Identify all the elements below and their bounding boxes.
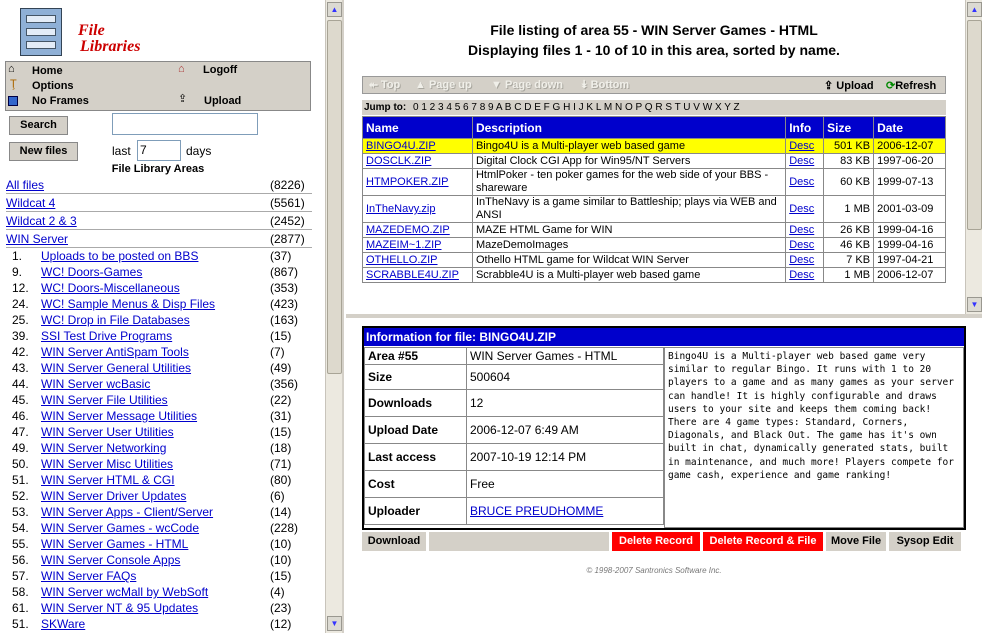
area-group-count: (5561)	[270, 196, 305, 210]
area-row[interactable]	[6, 281, 312, 297]
file-size-cell: 501 KB	[834, 140, 871, 152]
area-row[interactable]	[6, 457, 312, 473]
info-value: 2006-12-07 6:49 AM	[470, 423, 579, 437]
file-table	[362, 116, 946, 283]
area-link[interactable]: WC! Doors-Games	[41, 265, 143, 279]
area-row[interactable]	[6, 329, 312, 345]
days-input[interactable]: 7	[137, 140, 181, 161]
file-name-link[interactable]: DOSCLK.ZIP	[366, 155, 432, 167]
area-count: (867)	[270, 265, 299, 279]
area-link[interactable]: WIN Server Networking	[41, 441, 167, 455]
area-row[interactable]	[6, 537, 312, 553]
area-count: (71)	[270, 457, 292, 471]
info-row	[365, 498, 664, 525]
uploader-link[interactable]: BRUCE PREUDHOMME	[470, 504, 604, 518]
jump-bar	[362, 100, 946, 115]
area-count: (14)	[270, 505, 292, 519]
area-number: 51.	[12, 617, 29, 631]
file-name-link[interactable]: MAZEDEMO.ZIP	[366, 224, 450, 236]
area-number: 47.	[12, 425, 29, 439]
top-button: ⯬ Top	[369, 79, 401, 91]
desc-link[interactable]: Desc	[789, 155, 815, 167]
move-file-button[interactable]: Move File	[826, 532, 886, 551]
area-link[interactable]: SKWare	[41, 617, 86, 631]
desc-link[interactable]: Desc	[789, 269, 815, 281]
file-size-cell: 60 KB	[840, 176, 871, 188]
listing-toolbar	[362, 76, 946, 94]
delete-record-button[interactable]: Delete Record	[612, 532, 700, 551]
area-number: 1.	[12, 249, 23, 263]
file-name-link[interactable]: InTheNavy.zip	[366, 203, 436, 215]
upload-button[interactable]: ⇪ Upload	[824, 80, 874, 92]
file-size-cell: 1 MB	[844, 203, 871, 215]
file-row[interactable]	[363, 268, 946, 283]
file-row[interactable]	[363, 154, 946, 169]
file-description-cell: InTheNavy is a game similar to Battleship; plays via WEB and ANSI	[475, 196, 777, 221]
area-row[interactable]	[6, 473, 312, 489]
area-row[interactable]	[6, 377, 312, 393]
listing-title-line2: Displaying files 1 - 10 of 10 in this area, sorted by name.	[468, 42, 840, 58]
file-date-cell: 1997-06-20	[877, 155, 934, 167]
desc-link[interactable]: Desc	[789, 224, 815, 236]
file-name-link[interactable]: SCRABBLE4U.ZIP	[366, 269, 459, 281]
area-link[interactable]: WIN Server File Utilities	[41, 393, 168, 407]
area-group-row[interactable]	[6, 196, 312, 212]
area-number: 39.	[12, 329, 29, 343]
area-row[interactable]	[6, 425, 312, 441]
info-key: Size	[365, 365, 467, 390]
file-description-cell: Bingo4U is a Multi-player web based game	[475, 139, 686, 152]
area-group-row[interactable]	[6, 178, 312, 194]
area-number: 56.	[12, 553, 29, 567]
area-number: 46.	[12, 409, 29, 423]
info-key: Cost	[365, 471, 467, 498]
file-date-cell: 1999-04-16	[877, 239, 934, 251]
info-value: 500604	[470, 370, 511, 384]
area-number: 12.	[12, 281, 29, 295]
area-link[interactable]: WIN Server Games - wcCode	[41, 521, 200, 535]
area-number: 43.	[12, 361, 29, 375]
left-frame	[0, 0, 344, 633]
file-row[interactable]	[363, 196, 946, 223]
file-row[interactable]	[363, 169, 946, 196]
area-link[interactable]: WIN Server User Utilities	[41, 425, 174, 439]
area-number: 55.	[12, 537, 29, 551]
area-count: (18)	[270, 441, 292, 455]
refresh-icon: ⟳	[886, 80, 896, 92]
file-name-link[interactable]: HTMPOKER.ZIP	[366, 176, 449, 188]
search-button[interactable]: Search	[9, 116, 68, 135]
file-row[interactable]	[363, 253, 946, 268]
area-group-link[interactable]: WIN Server	[6, 232, 69, 246]
area-row[interactable]	[6, 601, 312, 617]
area-link[interactable]: WIN Server Console Apps	[41, 553, 181, 567]
listing-title	[346, 20, 962, 60]
scroll-thumb[interactable]	[967, 20, 982, 230]
area-group-count: (2877)	[270, 232, 305, 246]
action-bar	[362, 532, 966, 551]
area-row[interactable]	[6, 585, 312, 601]
no-frames-link[interactable]: No Frames	[32, 95, 89, 107]
area-row[interactable]	[6, 345, 312, 361]
file-name-link[interactable]: OTHELLO.ZIP	[366, 254, 438, 266]
area-row[interactable]	[6, 569, 312, 585]
info-table	[364, 347, 664, 525]
page-down-button: ▼ Page down	[491, 79, 564, 91]
areas-title: File Library Areas	[111, 163, 205, 175]
logoff-link[interactable]: Logoff	[203, 64, 238, 76]
area-count: (37)	[270, 249, 292, 263]
area-number: 58.	[12, 585, 29, 599]
area-count: (7)	[270, 345, 285, 359]
area-count: (80)	[270, 473, 292, 487]
area-row[interactable]	[6, 393, 312, 409]
file-size-cell: 26 KB	[840, 224, 871, 236]
info-key: Upload Date	[365, 417, 467, 444]
area-count: (22)	[270, 393, 292, 407]
area-number: 52.	[12, 489, 29, 503]
area-count: (23)	[270, 601, 292, 615]
file-date-cell: 2006-12-07	[877, 140, 934, 152]
sysop-edit-button[interactable]: Sysop Edit	[889, 532, 961, 551]
file-row[interactable]	[363, 238, 946, 253]
area-row[interactable]	[6, 441, 312, 457]
options-link[interactable]: Options	[32, 80, 74, 92]
area-row[interactable]	[6, 409, 312, 425]
col-size[interactable]: Size	[824, 117, 874, 139]
file-description-cell: Digital Clock CGI App for Win95/NT Servers	[475, 154, 691, 167]
area-number: 61.	[12, 601, 29, 615]
area-row[interactable]	[6, 521, 312, 537]
area-link[interactable]: WIN Server FAQs	[41, 569, 137, 583]
file-cabinet-icon	[20, 8, 62, 56]
jump-label: Jump to:	[364, 102, 407, 113]
info-header: Information for file: BINGO4U.ZIP	[364, 328, 964, 346]
area-count: (10)	[270, 553, 292, 567]
col-description[interactable]: Description	[472, 117, 785, 139]
area-count: (356)	[270, 377, 299, 391]
logo-line2: Libraries	[80, 38, 141, 55]
info-key: Last access	[365, 444, 467, 471]
col-info[interactable]: Info	[786, 117, 824, 139]
info-key: Area #55	[365, 348, 467, 365]
area-number: 42.	[12, 345, 29, 359]
search-input[interactable]	[112, 113, 258, 135]
area-number: 53.	[12, 505, 29, 519]
area-row[interactable]	[6, 505, 312, 521]
area-count: (12)	[270, 617, 292, 631]
upload-link[interactable]: Upload	[204, 95, 242, 107]
file-size-cell: 46 KB	[840, 239, 871, 251]
download-button[interactable]: Download	[362, 532, 426, 551]
home-icon[interactable]: ⌂	[8, 63, 15, 75]
last-label: last	[112, 144, 131, 158]
area-row[interactable]	[6, 553, 312, 569]
area-number: 24.	[12, 297, 29, 311]
area-number: 50.	[12, 457, 29, 471]
info-row	[365, 444, 664, 471]
area-link[interactable]: WIN Server wcMall by WebSoft	[41, 585, 209, 599]
info-key: Uploader	[365, 498, 467, 525]
area-link[interactable]: WIN Server Apps - Client/Server	[41, 505, 214, 519]
area-count: (49)	[270, 361, 292, 375]
action-spacer	[429, 532, 609, 551]
area-count: (15)	[270, 569, 292, 583]
area-count: (15)	[270, 425, 292, 439]
area-count: (6)	[270, 489, 285, 503]
logoff-icon[interactable]: ⌂	[178, 63, 185, 75]
bottom-button: ⯯ Bottom	[581, 79, 630, 91]
file-description-cell: Scrabble4U is a Multi-player web based game	[475, 268, 701, 281]
jump-chars[interactable]: 0 1 2 3 4 5 6 7 8 9 A B C D E F G H I J K L M N O P Q R S T U V W X Y Z	[413, 102, 740, 113]
area-link[interactable]: WC! Sample Menus & Disp Files	[41, 297, 216, 311]
col-name[interactable]: Name	[363, 117, 473, 139]
area-link[interactable]: WC! Drop in File Databases	[41, 313, 190, 327]
area-count: (423)	[270, 297, 299, 311]
days-label: days	[186, 144, 212, 158]
file-description-cell: Othello HTML game for Wildcat WIN Server	[475, 253, 689, 266]
area-link[interactable]: WIN Server Games - HTML	[41, 537, 189, 551]
info-row	[365, 471, 664, 498]
file-size-cell: 1 MB	[844, 269, 871, 281]
area-count: (15)	[270, 329, 292, 343]
info-row	[365, 417, 664, 444]
area-number: 45.	[12, 393, 29, 407]
area-link[interactable]: SSI Test Drive Programs	[41, 329, 173, 343]
scroll-thumb[interactable]	[327, 20, 342, 374]
area-link[interactable]: WIN Server General Utilities	[41, 361, 192, 375]
file-date-cell: 1999-07-13	[877, 176, 934, 188]
info-value: 12	[470, 396, 484, 410]
area-group-link[interactable]: Wildcat 4	[6, 196, 56, 210]
area-group-link[interactable]: Wildcat 2 & 3	[6, 214, 77, 228]
page-up-button: ▲ Page up	[415, 79, 472, 91]
info-row	[365, 390, 664, 417]
file-description-cell: MazeDemoImages	[475, 238, 569, 251]
area-count: (10)	[270, 537, 292, 551]
upload-icon: ⇪	[824, 80, 834, 92]
file-size-cell: 83 KB	[840, 155, 871, 167]
desc-link[interactable]: Desc	[789, 254, 815, 266]
area-number: 25.	[12, 313, 29, 327]
file-libraries-logo[interactable]	[20, 8, 160, 58]
file-info-box	[362, 326, 966, 530]
area-link[interactable]: WIN Server Driver Updates	[41, 489, 187, 503]
area-count: (4)	[270, 585, 285, 599]
file-description: Bingo4U is a Multi-player web based game very similar to regular Bingo. It runs with 1 to 20 players to a game and as many games as your server can handle! It is highly configurable and draws users to your site and keeps them coming back! There are 4 game types: Standard, Corners, Diagonals, and Black Out. The game has it's own built in chat, dynamically generated stats, built in maintenance, and much more! Players compete for game cash, experience and game ranking!	[664, 347, 964, 528]
area-row[interactable]	[6, 489, 312, 505]
area-row[interactable]	[6, 617, 312, 633]
area-group-row[interactable]	[6, 214, 312, 230]
copyright-text: © 1998-2007 Santronics Software Inc.	[586, 566, 722, 575]
area-group-count: (2452)	[270, 214, 305, 228]
file-date-cell: 1999-04-16	[877, 224, 934, 236]
file-description-cell: MAZE HTML Game for WIN	[475, 223, 613, 236]
area-link[interactable]: WIN Server Message Utilities	[41, 409, 198, 423]
area-number: 9.	[12, 265, 23, 279]
delete-record-file-button[interactable]: Delete Record & File	[703, 532, 823, 551]
info-value: Free	[470, 477, 495, 491]
area-count: (163)	[270, 313, 299, 327]
desc-link[interactable]: Desc	[789, 239, 815, 251]
file-name-link[interactable]: BINGO4U.ZIP	[366, 140, 436, 152]
area-row[interactable]	[6, 265, 312, 281]
desc-link[interactable]: Desc	[789, 203, 815, 215]
area-number: 51.	[12, 473, 29, 487]
file-description-cell: HtmlPoker - ten poker games for the web side of your BBS - shareware	[475, 169, 769, 194]
file-info-frame	[346, 322, 982, 633]
scroll-up-icon[interactable]: ▲	[327, 2, 342, 17]
area-count: (228)	[270, 521, 299, 535]
desc-link[interactable]: Desc	[789, 140, 815, 152]
area-number: 44.	[12, 377, 29, 391]
area-group-count: (8226)	[270, 178, 305, 192]
scroll-up-icon[interactable]: ▲	[967, 2, 982, 17]
area-link[interactable]: WIN Server NT & 95 Updates	[41, 601, 199, 615]
area-row[interactable]	[6, 361, 312, 377]
listing-title-line1: File listing of area 55 - WIN Server Games - HTML	[490, 22, 818, 38]
desc-link[interactable]: Desc	[789, 176, 815, 188]
area-link[interactable]: WIN Server wcBasic	[41, 377, 151, 391]
info-row	[365, 365, 664, 390]
area-row[interactable]	[6, 313, 312, 329]
area-link[interactable]: WIN Server AntiSpam Tools	[41, 345, 189, 359]
info-value: 2007-10-19 12:14 PM	[470, 450, 587, 464]
info-key: Downloads	[365, 390, 467, 417]
area-link[interactable]: Uploads to be posted on BBS	[41, 249, 199, 263]
area-row[interactable]	[6, 297, 312, 313]
listing-scrollbar[interactable]	[965, 0, 982, 314]
options-icon[interactable]: Ţ	[10, 78, 17, 90]
area-number: 49.	[12, 441, 29, 455]
area-count: (31)	[270, 409, 292, 423]
left-scrollbar[interactable]	[325, 0, 342, 633]
home-link[interactable]: Home	[32, 65, 63, 77]
upload-icon[interactable]: ⇪	[178, 93, 188, 105]
area-link[interactable]: WIN Server HTML & CGI	[41, 473, 175, 487]
no-frames-icon[interactable]	[8, 96, 18, 106]
refresh-button[interactable]: ⟳Refresh	[886, 80, 937, 92]
area-count: (353)	[270, 281, 299, 295]
file-row[interactable]	[363, 223, 946, 238]
col-date[interactable]: Date	[874, 117, 946, 139]
file-date-cell: 2001-03-09	[877, 203, 934, 215]
file-name-link[interactable]: MAZEIM~1.ZIP	[366, 239, 442, 251]
area-link[interactable]: WIN Server Misc Utilities	[41, 457, 174, 471]
file-listing-frame	[346, 0, 982, 318]
info-value: WIN Server Games - HTML	[470, 349, 618, 363]
file-date-cell: 1997-04-21	[877, 254, 934, 266]
area-number: 54.	[12, 521, 29, 535]
area-group-row[interactable]	[6, 232, 312, 248]
logo-line1: File	[78, 22, 105, 39]
area-row[interactable]	[6, 249, 312, 265]
new-files-button[interactable]: New files	[9, 142, 78, 161]
scroll-down-icon[interactable]: ▼	[967, 297, 982, 312]
nav-menu	[5, 61, 311, 111]
info-row	[365, 348, 664, 365]
scroll-down-icon[interactable]: ▼	[327, 616, 342, 631]
area-group-link[interactable]: All files	[6, 178, 45, 192]
file-size-cell: 7 KB	[846, 254, 871, 266]
area-link[interactable]: WC! Doors-Miscellaneous	[41, 281, 180, 295]
file-row[interactable]	[363, 139, 946, 154]
file-date-cell: 2006-12-07	[877, 269, 934, 281]
area-number: 57.	[12, 569, 29, 583]
